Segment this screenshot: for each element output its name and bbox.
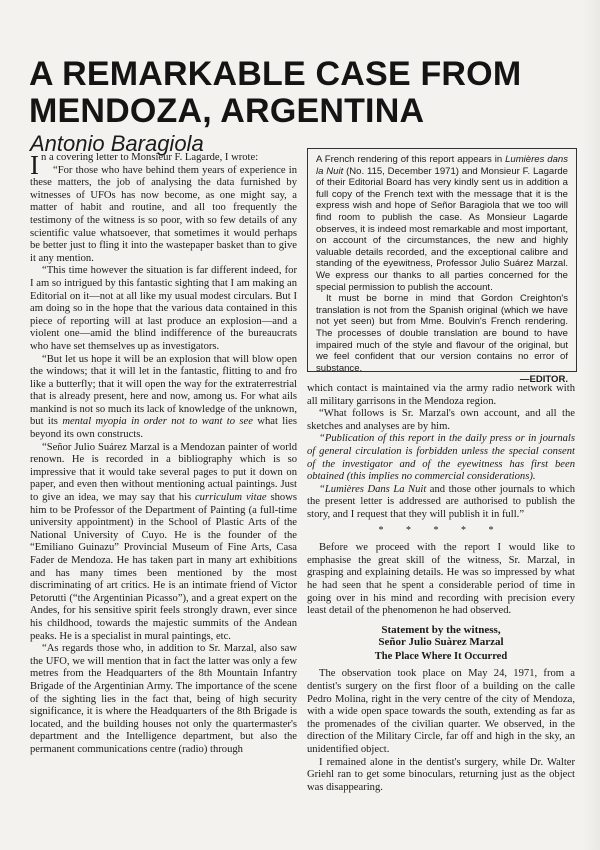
statement-heading-line2: Señor Julio Suàrez Marzal <box>378 636 504 649</box>
editor-note-paragraph: It must be borne in mind that Gordon Creighton's translation is not from the Spanish original (which we have not yet seen) but from Mme. Boulvin's French rendering. The processes of double translation are bound to have impaired much of the style and flavour of the original, but we feel confident that our version contains no error of substance. <box>316 293 568 374</box>
scan-shadow <box>582 0 600 850</box>
article-title-line1: A REMARKABLE CASE FROM <box>29 55 522 93</box>
right-column <box>307 383 575 794</box>
text-run: what lies beyond its own constructs. <box>30 416 297 441</box>
article-author: Antonio Baragiola <box>30 131 204 156</box>
body-paragraph: The observation took place on May 24, 1971, from a dentist's surgery on the first floor of a building on the calle Pedro Molina, right in the very centre of the city of Mendoza, with a wide open space towards the south, extending as far as the promenades of the civilian quarter. We observed, in the direction of the Military Circle, far off and high in the sky, an unidentified object. <box>307 668 575 756</box>
article-title <box>29 56 589 130</box>
body-paragraph: “What follows is Sr. Marzal's own account, and all the sketches and analyses are by him. <box>307 408 575 432</box>
body-paragraph: I remained alone in the dentist's surgery, while Dr. Walter Griehl ran to get some binoculars, returning just as the object was disappearing. <box>307 756 575 793</box>
emphasis-text: “Publication of this report in the daily press or in journals of general circulation is forbidden unless the special consent of the investigator and of the eyewitness has first been obtained (this implies no commercial considerations). <box>307 433 575 483</box>
body-paragraph <box>30 442 297 644</box>
intro-paragraph: In a covering letter to Monsieur F. Lagarde, I wrote: <box>30 150 259 180</box>
text-run: “Señor Julio Suárez Marzal is a Mendozan painter of world renown. He is recorded in a bibliography which is so impressive that it would take several pages to put it down on paper, and even then without mentioning actual paintings. Just to give an idea, we may say that his <box>30 441 297 504</box>
statement-heading-line1: Statement by the witness, <box>381 623 501 636</box>
text-run: “But let us hope it will be an explosion that will blow open the windows; that it will let in the fantastic, flitting to and fro like a butterfly; that it will open the way for the extraterrestrial that is already present, here and now, among us. For what ails mankind is not so much its lack of knowledge of the unknown, but its <box>30 353 297 428</box>
body-paragraph <box>307 484 575 522</box>
body-paragraph: Before we proceed with the report I would like to emphasise the great skill of the witness, Sr. Marzal, in grasping and explaining details. He was so impressed by what he had seen that he spent a considerable period of time in going over in his mind and recording with precision every least detail of the phenomenon he had observed. <box>307 542 575 617</box>
statement-heading <box>307 624 575 649</box>
body-paragraph <box>30 354 297 442</box>
section-divider-stars: * * * * * <box>378 524 504 536</box>
editor-signature: —EDITOR. <box>519 374 568 386</box>
article-title-line2: MENDOZA, ARGENTINA <box>29 92 425 130</box>
emphasis-text: curriculum vitae <box>194 492 267 504</box>
body-paragraph: “As regards those who, in addition to Sr. Marzal, also saw the UFO, we will mention that in fact the latter was only a few metres from the Headquarters of the 8th Mountain Infantry Brigade of the Argentinian Army. The importance of the scene of the sighting lies in the fact that, being of high security significance, it is where the Headquarters of the 8th Brigade is located, and the building houses not only the quartermaster's department and the Intelligence department, but also the permanent communications centre (radio) through <box>30 643 297 755</box>
journal-name: Lumières dans la Nuit <box>316 154 568 177</box>
place-heading: The Place Where It Occurred <box>374 650 508 662</box>
text-run: and those other journals to which the present letter is addressed are authorised to publish the story, and I request that they will publish it in full.” <box>307 483 575 520</box>
editor-note-paragraph <box>316 154 568 293</box>
body-paragraph: which contact is maintained via the army radio network with all military garrisons in the Mendoza region. <box>307 383 575 407</box>
body-paragraph: “For those who have behind them years of experience in these matters, the job of analysing the data furnished by witnesses of UFOs has now become, as one might say, a matter of habit and routine, and all too frequently the testimony of the witness is so poor, with so few details of any scientific value whatsoever, that sometimes it would perhaps be better just to fling it into the wastepaper basket than to give it any mention. <box>30 164 297 264</box>
body-paragraph: “This time however the situation is far different indeed, for I am so intrigued by this fantastic sighting that I am making an Editorial on it—not at all like my usual modest circulars. But I am doing so in the hope that the various data contained in this piece of reporting will at last produce an explosion—and a violent one—amid the blind indifference of the bureaucrats who have set themselves up as investigators. <box>30 265 297 352</box>
text-run: shows him to be Professor of the Department of Painting (a full-time university appointment) in the School of Plastic Arts of the National University of Cuyo. He is the founder of the “Emiliano Guinazu” Provincial Museum of Fine Arts, Casa Fader de Mendoza. He has taken part in many art exhibitions and has many times been mentioned by the most discriminating of art critics. He is an intimate friend of Victor Petorutti (“the Argentinian Picasso”), and a great expert on the Andes, for his sensitive spirit feels strongly drawn, ever since his childhood, towards the majestic summits of the Andean peaks. He is a specialist in mural paintings, etc. <box>30 492 297 642</box>
text-run: (No. 115, December 1971) and Monsieur F. Lagarde of their Editorial Board has very kindly sent us in addition a full copy of the French text with the message that it is the express wish and hope of Señor Baragiola that we too will find room to publish the case. As Monsieur Lagarde observes, it is indeed most remarkable and most important, on account of the circumstances, the new and highly valuable details recorded, and the exceptional calibre and standing of the eyewitness, Professor Julio Suárez Marzal. We express our thanks to all parties concerned for the special permission to publish the account. <box>316 165 568 293</box>
editor-note-box <box>307 148 577 386</box>
body-paragraph <box>307 433 575 483</box>
text-run: A French rendering of this report appears in <box>316 154 506 165</box>
journal-name: “Lumières Dans La Nuit <box>319 483 427 495</box>
left-column <box>30 152 297 757</box>
emphasis-text: mental myopia in order not to want to see <box>62 416 253 428</box>
